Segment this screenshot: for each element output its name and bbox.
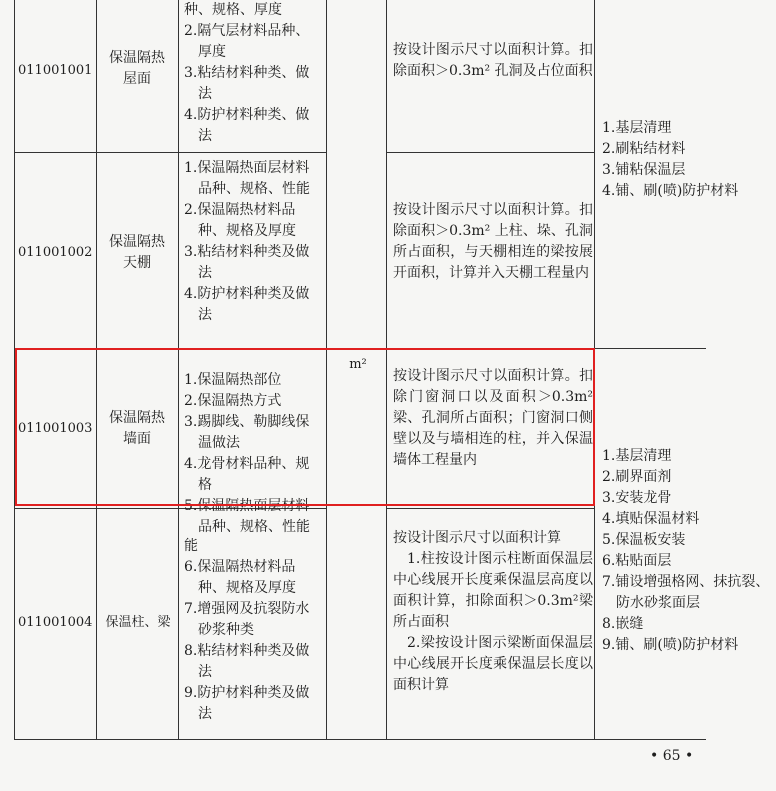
measurement-rule: 按设计图示尺寸以面积计算。扣除门窗洞口以及面积＞0.3m²梁、孔洞所占面积；门窗洞口侧壁以及与墙相连的柱，并入保温墙体工程量内 [393,368,593,468]
feature-line: 1.保温隔热面层材料品种、规格、性能 [184,160,310,197]
page-number: • 65 • [650,748,694,764]
table-border-left [14,0,15,740]
table-col-divider [96,0,97,740]
feature-line: 2.隔气层材料品种、厚度 [184,23,310,60]
feature-line: 6.保温隔热材料品种、规格及厚度 [184,559,296,596]
item-name: 保温柱、梁 [105,615,171,630]
feature-line: 2.保温隔热方式 [184,393,282,409]
feature-line: 3.粘结材料种类及做法 [184,244,310,281]
feature-line: 4.防护材料种类及做法 [184,286,310,323]
feature-line: 7.增强网及抗裂防水砂浆种类 [184,601,310,638]
work-step: 4.填贴保温材料 [602,511,700,527]
work-step: 3.铺粘保温层 [602,162,686,178]
work-step: 6.粘贴面层 [602,553,672,569]
work-step: 5.保温板安装 [602,532,686,548]
feature-line: 能 [184,538,198,554]
rule-item: 2.梁按设计图示梁断面保温层中心线展开长度乘保温层长度以面积计算 [393,635,593,693]
item-name: 保温隔热天棚 [109,234,165,271]
work-step: 2.刷界面剂 [602,469,672,485]
item-features [184,370,318,538]
item-features [184,0,318,147]
measurement-rule: 按设计图示尺寸以面积计算。扣除面积＞0.3m² 孔洞及占位面积 [393,42,593,79]
item-name: 保温隔热墙面 [109,410,165,447]
work-step: 8.嵌缝 [602,616,644,632]
item-code: 011001004 [18,615,93,630]
work-step: 1.基层清理 [602,120,672,136]
item-code: 011001001 [18,63,93,78]
feature-line: 3.粘结材料种类、做法 [184,65,310,102]
feature-line: 4.龙骨材料品种、规格 [184,456,310,493]
rule-intro: 按设计图示尺寸以面积计算 [393,530,561,546]
row-divider [14,152,326,153]
table-col-divider [594,0,595,740]
feature-line: 2.保温隔热材料品种、规格及厚度 [184,202,296,239]
measurement-rule: 按设计图示尺寸以面积计算。扣除面积＞0.3m² 上柱、垛、孔洞所占面积，与天棚相连的梁按展开面积，计算并入天棚工程量内 [393,202,593,281]
item-code: 011001003 [18,421,93,436]
table-col-divider [326,0,327,740]
work-step: 4.铺、刷(喷)防护材料 [602,183,739,199]
row-divider [386,508,594,509]
rule-item: 1.柱按设计图示柱断面保温层中心线展开长度乘保温层高度以面积计算，扣除面积＞0.3m²梁所占面积 [393,551,593,630]
table-col-divider [386,0,387,740]
feature-line: 5.保温隔热面层材料品种、规格、性能 [184,498,310,535]
item-features [184,536,318,725]
work-step: 3.安装龙骨 [602,490,672,506]
feature-line: 4.防护材料种类、做法 [184,107,310,144]
row-divider [14,348,326,349]
row-divider [386,348,706,349]
measurement-rule [393,528,593,696]
work-content-bottom [602,446,772,656]
item-name: 保温隔热屋面 [109,50,165,87]
unit-label: m² [349,357,367,372]
table-col-divider [178,0,179,740]
feature-line: 9.防护材料种类及做法 [184,685,310,722]
work-step: 9.铺、刷(喷)防护材料 [602,637,739,653]
work-content-top [602,118,772,202]
feature-line: 种、规格、厚度 [184,2,282,18]
table-border-bottom [14,739,706,740]
row-divider [386,152,594,153]
work-step: 7.铺设增强格网、抹抗裂、防水砂浆面层 [602,574,770,611]
item-features [184,158,318,326]
feature-line: 3.踢脚线、勒脚线保温做法 [184,414,310,451]
work-step: 2.刷粘结材料 [602,141,686,157]
feature-line: 8.粘结材料种类及做法 [184,643,310,680]
work-step: 1.基层清理 [602,448,672,464]
item-code: 011001002 [18,245,93,260]
feature-line: 1.保温隔热部位 [184,372,282,388]
